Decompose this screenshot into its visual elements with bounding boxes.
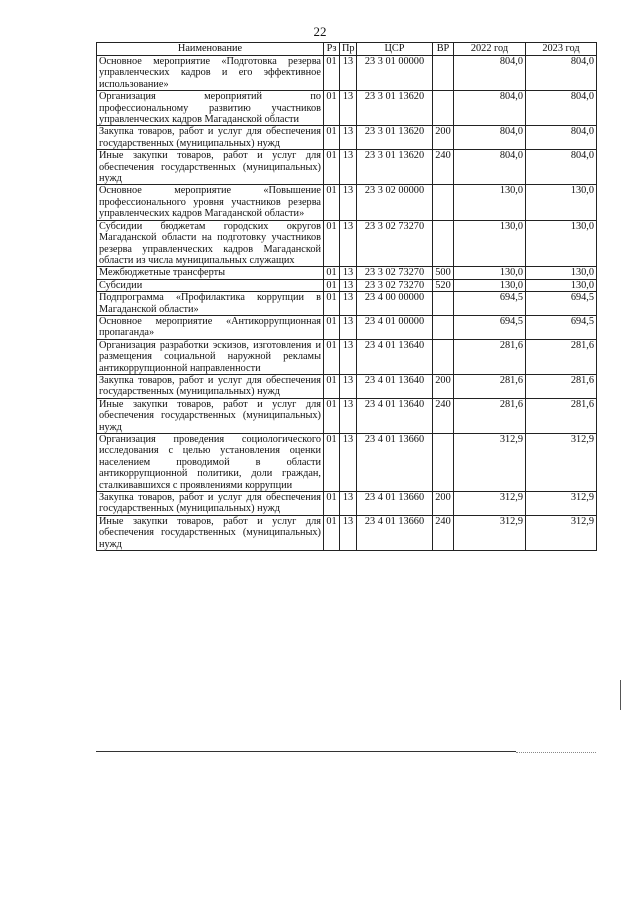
row-rz: 01 — [324, 315, 340, 339]
row-vr — [433, 220, 454, 267]
row-2023: 804,0 — [526, 150, 597, 185]
row-name: Межбюджетные трансферты — [97, 267, 324, 279]
row-2022: 312,9 — [454, 515, 526, 550]
row-pr: 13 — [340, 492, 357, 516]
row-2022: 694,5 — [454, 315, 526, 339]
row-pr: 13 — [340, 220, 357, 267]
row-rz: 01 — [324, 150, 340, 185]
row-csr: 23 4 01 13640 — [357, 398, 433, 433]
row-pr: 13 — [340, 56, 357, 91]
table-row — [97, 279, 597, 291]
row-pr: 13 — [340, 91, 357, 126]
row-csr: 23 3 02 00000 — [357, 185, 433, 220]
row-2022: 804,0 — [454, 91, 526, 126]
table-row — [97, 292, 597, 316]
row-csr: 23 4 01 13660 — [357, 492, 433, 516]
row-vr — [433, 315, 454, 339]
row-2022: 130,0 — [454, 279, 526, 291]
budget-table — [96, 42, 597, 551]
row-2022: 804,0 — [454, 126, 526, 150]
row-vr: 240 — [433, 515, 454, 550]
row-2022: 281,6 — [454, 374, 526, 398]
row-pr: 13 — [340, 339, 357, 374]
table-row — [97, 185, 597, 220]
row-2023: 804,0 — [526, 126, 597, 150]
row-csr: 23 3 01 13620 — [357, 150, 433, 185]
row-2023: 312,9 — [526, 515, 597, 550]
row-name: Основное мероприятие «Подготовка резерва управленческих кадров и его эффективное использование» — [97, 56, 324, 91]
footer-rule-dotted — [516, 752, 596, 753]
row-csr: 23 4 00 00000 — [357, 292, 433, 316]
row-2022: 281,6 — [454, 398, 526, 433]
row-name: Закупка товаров, работ и услуг для обеспечения государственных (муниципальных) нужд — [97, 492, 324, 516]
row-vr — [433, 292, 454, 316]
row-2023: 130,0 — [526, 267, 597, 279]
table-row — [97, 515, 597, 550]
row-csr: 23 3 02 73270 — [357, 267, 433, 279]
row-rz: 01 — [324, 374, 340, 398]
table-row — [97, 339, 597, 374]
row-name: Закупка товаров, работ и услуг для обеспечения государственных (муниципальных) нужд — [97, 374, 324, 398]
row-pr: 13 — [340, 292, 357, 316]
table-header-row — [97, 43, 597, 56]
row-name: Подпрограмма «Профилактика коррупции в Магаданской области» — [97, 292, 324, 316]
row-pr: 13 — [340, 267, 357, 279]
row-2022: 312,9 — [454, 434, 526, 492]
row-name: Закупка товаров, работ и услуг для обеспечения государственных (муниципальных) нужд — [97, 126, 324, 150]
row-csr: 23 4 01 13640 — [357, 339, 433, 374]
row-vr — [433, 91, 454, 126]
row-pr: 13 — [340, 126, 357, 150]
header-pr: Пр — [340, 43, 357, 56]
page-number: 22 — [313, 24, 327, 39]
row-vr: 200 — [433, 374, 454, 398]
table-row — [97, 434, 597, 492]
row-2023: 312,9 — [526, 434, 597, 492]
header-name: Наименование — [97, 43, 324, 56]
row-vr — [433, 434, 454, 492]
row-2023: 130,0 — [526, 185, 597, 220]
row-2023: 694,5 — [526, 292, 597, 316]
row-vr: 200 — [433, 492, 454, 516]
row-csr: 23 4 01 13660 — [357, 515, 433, 550]
row-pr: 13 — [340, 434, 357, 492]
row-2023: 804,0 — [526, 56, 597, 91]
row-pr: 13 — [340, 150, 357, 185]
header-rz: Рз — [324, 43, 340, 56]
row-vr: 500 — [433, 267, 454, 279]
row-csr: 23 4 01 00000 — [357, 315, 433, 339]
row-name: Субсидии бюджетам городских округов Магаданской области на подготовку участников резерва управленческих кадров Магаданской области из числа муниципальных служащих — [97, 220, 324, 267]
row-pr: 13 — [340, 374, 357, 398]
row-rz: 01 — [324, 492, 340, 516]
row-rz: 01 — [324, 220, 340, 267]
row-vr: 240 — [433, 398, 454, 433]
row-name: Иные закупки товаров, работ и услуг для обеспечения государственных (муниципальных) нужд — [97, 398, 324, 433]
table-row — [97, 220, 597, 267]
table-row — [97, 374, 597, 398]
row-rz: 01 — [324, 339, 340, 374]
row-2023: 130,0 — [526, 279, 597, 291]
header-vr: ВР — [433, 43, 454, 56]
row-2022: 130,0 — [454, 267, 526, 279]
row-pr: 13 — [340, 185, 357, 220]
table-row — [97, 150, 597, 185]
row-rz: 01 — [324, 56, 340, 91]
row-pr: 13 — [340, 279, 357, 291]
row-rz: 01 — [324, 434, 340, 492]
row-2022: 130,0 — [454, 220, 526, 267]
row-rz: 01 — [324, 398, 340, 433]
row-rz: 01 — [324, 267, 340, 279]
header-csr: ЦСР — [357, 43, 433, 56]
header-2023: 2023 год — [526, 43, 597, 56]
row-rz: 01 — [324, 91, 340, 126]
footer-rule — [96, 751, 516, 752]
row-2023: 281,6 — [526, 339, 597, 374]
row-2023: 130,0 — [526, 220, 597, 267]
row-name: Основное мероприятие «Антикоррупционная пропаганда» — [97, 315, 324, 339]
scan-edge-mark — [620, 680, 621, 710]
table-row — [97, 91, 597, 126]
row-vr: 520 — [433, 279, 454, 291]
row-rz: 01 — [324, 279, 340, 291]
row-name: Субсидии — [97, 279, 324, 291]
row-2022: 130,0 — [454, 185, 526, 220]
row-pr: 13 — [340, 398, 357, 433]
table-row — [97, 267, 597, 279]
row-2022: 312,9 — [454, 492, 526, 516]
row-2023: 694,5 — [526, 315, 597, 339]
row-2022: 694,5 — [454, 292, 526, 316]
row-name: Организация разработки эскизов, изготовления и размещения социальной наружной рекламы антикоррупционной направленности — [97, 339, 324, 374]
row-name: Иные закупки товаров, работ и услуг для обеспечения государственных (муниципальных) нужд — [97, 515, 324, 550]
row-2022: 804,0 — [454, 150, 526, 185]
row-2022: 804,0 — [454, 56, 526, 91]
row-2023: 281,6 — [526, 374, 597, 398]
row-vr — [433, 56, 454, 91]
row-vr: 240 — [433, 150, 454, 185]
row-pr: 13 — [340, 315, 357, 339]
table-row — [97, 398, 597, 433]
row-rz: 01 — [324, 185, 340, 220]
row-csr: 23 3 01 00000 — [357, 56, 433, 91]
row-csr: 23 4 01 13660 — [357, 434, 433, 492]
row-rz: 01 — [324, 515, 340, 550]
table-row — [97, 492, 597, 516]
row-rz: 01 — [324, 292, 340, 316]
table-row — [97, 126, 597, 150]
row-name: Иные закупки товаров, работ и услуг для обеспечения государственных (муниципальных) нужд — [97, 150, 324, 185]
row-rz: 01 — [324, 126, 340, 150]
row-pr: 13 — [340, 515, 357, 550]
row-2022: 281,6 — [454, 339, 526, 374]
row-2023: 312,9 — [526, 492, 597, 516]
header-2022: 2022 год — [454, 43, 526, 56]
table-row — [97, 56, 597, 91]
row-vr: 200 — [433, 126, 454, 150]
row-csr: 23 3 02 73270 — [357, 279, 433, 291]
row-2023: 804,0 — [526, 91, 597, 126]
row-2023: 281,6 — [526, 398, 597, 433]
row-name: Организация проведения социологического исследования с целью установления оценки населением проводимой в области антикоррупционной политики, доли граждан, сталкивавшихся с проявлениями коррупции — [97, 434, 324, 492]
row-csr: 23 3 02 73270 — [357, 220, 433, 267]
row-csr: 23 4 01 13640 — [357, 374, 433, 398]
row-vr — [433, 185, 454, 220]
table-row — [97, 315, 597, 339]
row-csr: 23 3 01 13620 — [357, 126, 433, 150]
row-name: Организация мероприятий по профессиональному развитию участников управленческих кадров Магаданской области — [97, 91, 324, 126]
row-name: Основное мероприятие «Повышение профессионального уровня участников резерва управленческих кадров Магаданской области» — [97, 185, 324, 220]
row-vr — [433, 339, 454, 374]
row-csr: 23 3 01 13620 — [357, 91, 433, 126]
